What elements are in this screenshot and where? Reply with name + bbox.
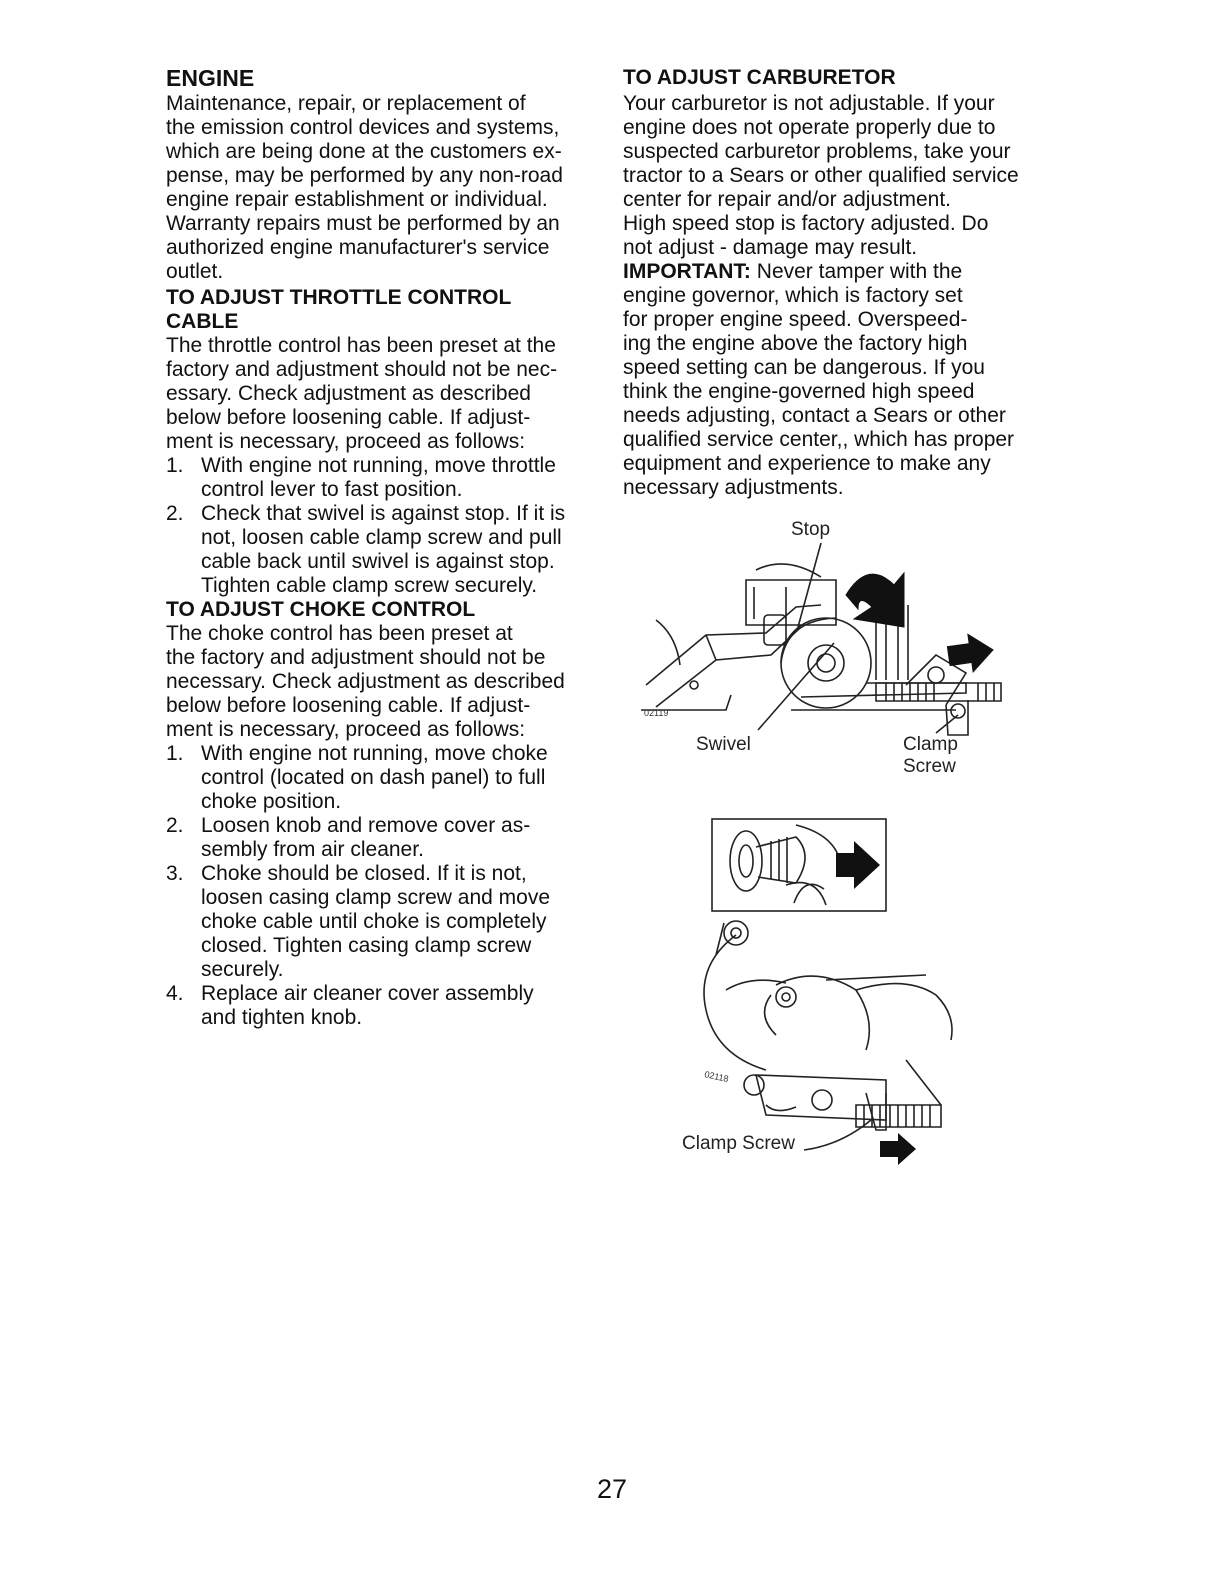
text-line: Choke should be closed. If it is not, [201,862,527,885]
list-item [166,454,606,502]
text-line: Replace air cleaner cover assembly [201,982,534,1005]
carburetor-heading: TO ADJUST CARBURETOR [623,66,896,89]
step-number: 2. [166,502,184,525]
important-paragraph [623,260,1063,500]
text-line: equipment and experience to make any [623,452,991,475]
engine-heading: ENGINE [166,65,255,91]
text-line: not adjust - damage may result. [623,236,918,259]
part-code: 02119 [644,708,669,718]
throttle-paragraph [166,334,606,454]
stop-label: Stop [791,519,831,540]
throttle-heading [166,286,606,334]
step-number: 3. [166,862,184,885]
text-line: closed. Tighten casing clamp screw [201,934,532,957]
text-line: below before loosening cable. If adjust- [166,694,531,717]
text-line [623,260,1063,284]
choke-diagram-art [676,815,966,1165]
text-line: authorized engine manufacturer's service [166,236,550,259]
text-line: think the engine-governed high speed [623,380,975,403]
text-line: and tighten knob. [201,1006,363,1029]
choke-steps [166,742,606,1030]
text-line: The choke control has been preset at [166,622,513,645]
label-line: Clamp [903,734,958,755]
step-number: 1. [166,454,184,477]
text-line: suspected carburetor problems, take your [623,140,1011,163]
text-line: Maintenance, repair, or replacement of [166,92,526,115]
choke-heading: TO ADJUST CHOKE CONTROL [166,598,476,621]
text-line: Tighten cable clamp screw securely. [201,574,538,597]
text-line: below before loosening cable. If adjust- [166,406,531,429]
text-line: cable back until swivel is against stop. [201,550,555,573]
swivel-label: Swivel [696,734,751,755]
text-line: necessary. Check adjustment as described [166,670,565,693]
carburetor-paragraph [623,92,1063,260]
step-number: 1. [166,742,184,765]
text-line: engine repair establishment or individual. [166,188,548,211]
text-line: outlet. [166,260,224,283]
text-line: not, loosen cable clamp screw and pull [201,526,562,549]
throttle-diagram [636,515,1016,785]
clamp-screw-label [903,734,958,778]
text-line: pense, may be performed by any non-road [166,164,563,187]
step-number: 4. [166,982,184,1005]
text-line: Loosen knob and remove cover as- [201,814,531,837]
text-line: center for repair and/or adjustment. [623,188,952,211]
throttle-steps [166,454,606,598]
list-item [166,982,606,1030]
text-line: Check that swivel is against stop. If it is [201,502,566,525]
text-line: With engine not running, move choke [201,742,548,765]
text-line: the emission control devices and systems, [166,116,560,139]
text-line: factory and adjustment should not be nec- [166,358,558,381]
text-line: essary. Check adjustment as described [166,382,531,405]
text-line: Your carburetor is not adjustable. If your [623,92,995,115]
text-line: speed setting can be dangerous. If you [623,356,985,379]
text-line: control lever to fast position. [201,478,463,501]
text-line: The throttle control has been preset at the [166,334,556,357]
right-column [623,64,1063,500]
text-line: needs adjusting, contact a Sears or other [623,404,1006,427]
throttle-diagram-art [636,515,1016,785]
important-first-line: Never tamper with the [750,260,963,283]
text-line: securely. [201,958,284,981]
text-line: choke position. [201,790,342,813]
list-item [166,502,606,598]
text-line: qualified service center,, which has proper [623,428,1015,451]
text-line: engine governor, which is factory set [623,284,963,307]
heading-line: TO ADJUST THROTTLE CONTROL [166,286,512,309]
text-line: loosen casing clamp screw and move [201,886,551,909]
list-item [166,814,606,862]
text-line: the factory and adjustment should not be [166,646,546,669]
text-line: With engine not running, move throttle [201,454,556,477]
choke-diagram [676,815,966,1165]
left-column [166,64,606,1030]
list-item [166,862,606,982]
text-line: sembly from air cleaner. [201,838,424,861]
text-line: control (located on dash panel) to full [201,766,546,789]
text-line: Warranty repairs must be performed by an [166,212,560,235]
heading-line: CABLE [166,310,239,333]
page-number: 27 [596,1474,628,1504]
text-line: ment is necessary, proceed as follows: [166,718,526,741]
text-line: tractor to a Sears or other qualified service [623,164,1019,187]
text-line: engine does not operate properly due to [623,116,996,139]
clamp-screw-label: Clamp Screw [682,1133,795,1154]
text-line: for proper engine speed. Overspeed- [623,308,968,331]
text-line: choke cable until choke is completely [201,910,547,933]
text-line: ing the engine above the factory high [623,332,968,355]
label-line: Screw [903,756,956,777]
list-item [166,742,606,814]
text-line: High speed stop is factory adjusted. Do [623,212,989,235]
important-label: IMPORTANT: [623,260,751,283]
text-line: ment is necessary, proceed as follows: [166,430,526,453]
choke-paragraph [166,622,606,742]
engine-paragraph [166,92,606,284]
text-line: which are being done at the customers ex- [166,140,562,163]
text-line: necessary adjustments. [623,476,844,499]
part-code: 02118 [703,1069,730,1085]
step-number: 2. [166,814,184,837]
